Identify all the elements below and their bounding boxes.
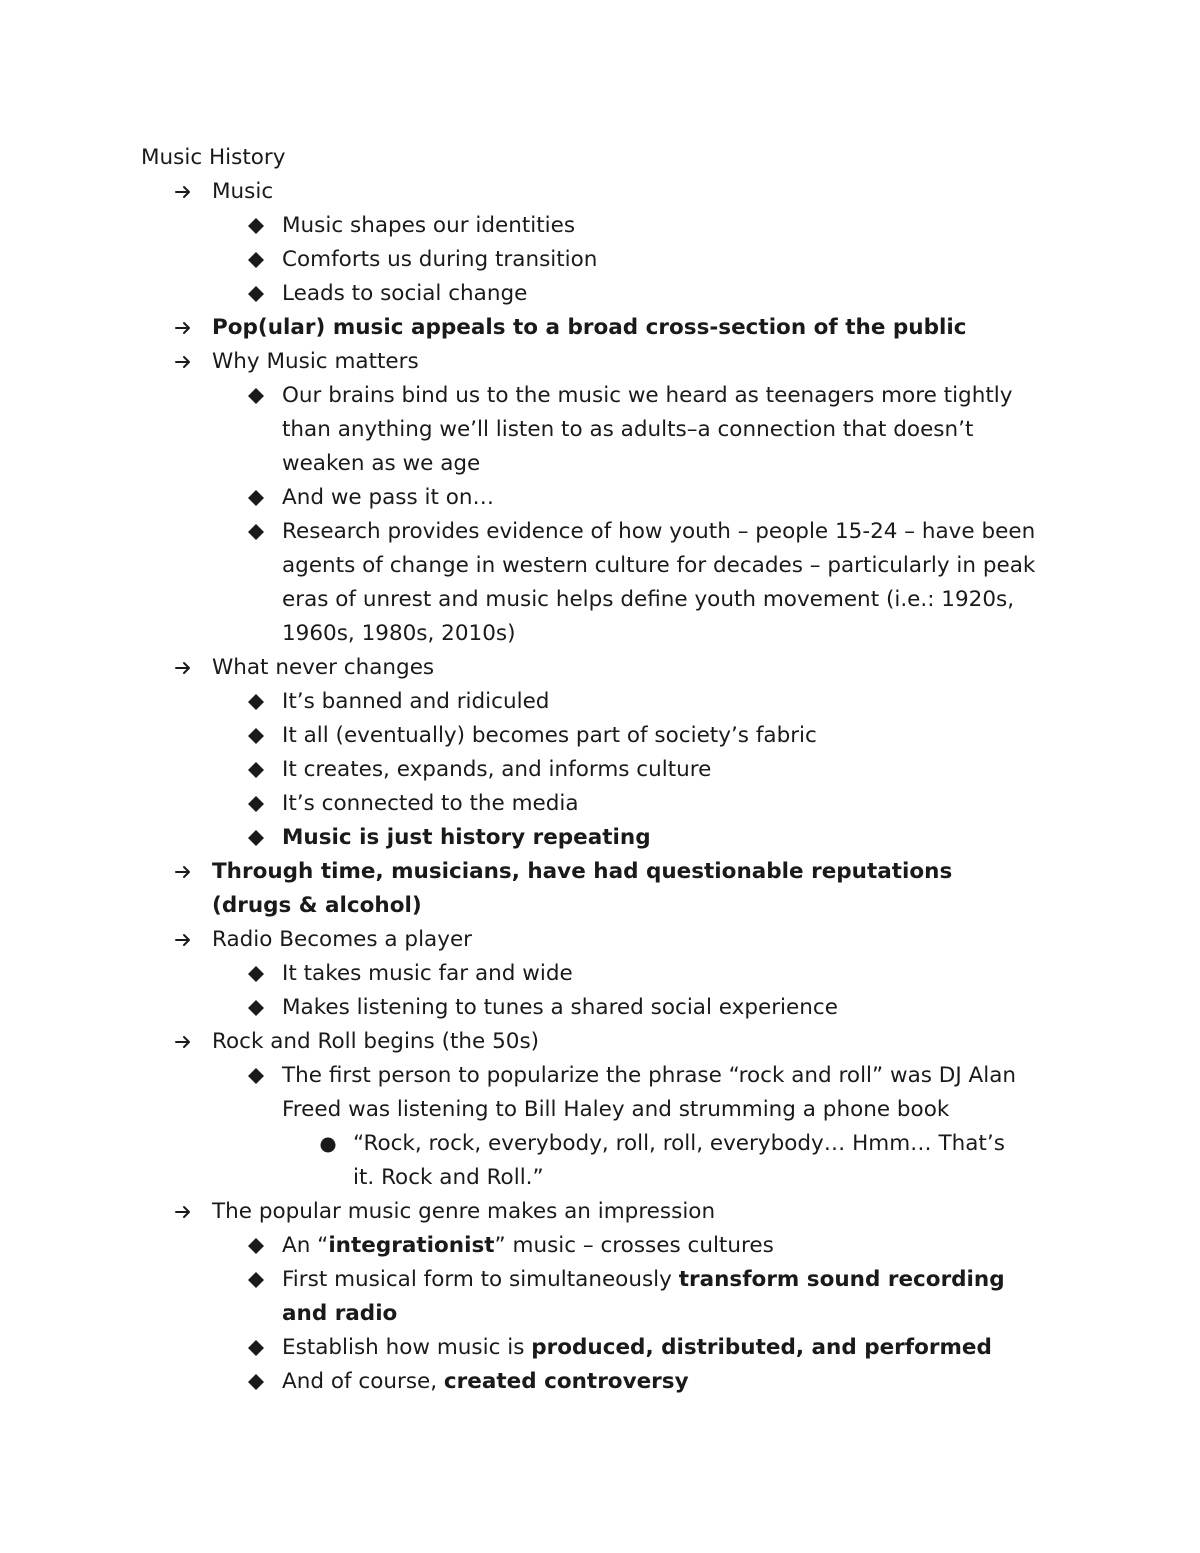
item-text: It all (eventually) becomes part of society’s fabric bbox=[282, 723, 817, 748]
item-text: produced, distributed, and performed bbox=[531, 1335, 992, 1360]
item-text: integrationist bbox=[328, 1233, 495, 1258]
diamond-bullet-icon bbox=[244, 1059, 268, 1093]
outline-item-level-2 bbox=[0, 1331, 1042, 1365]
outline-item-level-2 bbox=[0, 719, 1042, 753]
item-text: And of course, bbox=[282, 1369, 444, 1394]
outline-item-level-2 bbox=[0, 209, 1042, 243]
outline-item-level-2 bbox=[0, 1365, 1042, 1399]
outline-item-level-2 bbox=[0, 379, 1042, 481]
item-text: Research provides evidence of how youth – people 15-24 – have been agents of change in western culture for decades – particularly in peak eras of unrest and music helps define youth movement (i.e.: 1920s, 1960s, 1980s, 2010s) bbox=[282, 519, 1036, 646]
document-title: Music History bbox=[141, 145, 286, 170]
outline-item-level-2 bbox=[0, 1059, 1042, 1127]
outline-item-level-1 bbox=[0, 345, 1022, 379]
item-text: “Rock, rock, everybody, roll, roll, everybody… Hmm… That’s it. Rock and Roll.” bbox=[353, 1131, 1005, 1190]
item-text: First musical form to simultaneously bbox=[282, 1267, 679, 1292]
item-text: Our brains bind us to the music we heard as teenagers more tightly than anything we’ll listen to as adults–a connection that doesn’t weaken as we age bbox=[282, 383, 1013, 476]
item-text: Music shapes our identities bbox=[282, 213, 576, 238]
item-text: Comforts us during transition bbox=[282, 247, 598, 272]
outline-item-level-1 bbox=[0, 1025, 1022, 1059]
item-text: Music bbox=[212, 179, 274, 204]
arrow-bullet-icon bbox=[172, 651, 196, 685]
item-text: Makes listening to tunes a shared social experience bbox=[282, 995, 838, 1020]
arrow-bullet-icon bbox=[172, 345, 196, 379]
item-text: It takes music far and wide bbox=[282, 961, 573, 986]
item-text: ” music – crosses cultures bbox=[494, 1233, 774, 1258]
outline-item-level-1 bbox=[0, 923, 1022, 957]
item-text: It’s banned and ridiculed bbox=[282, 689, 550, 714]
circle-bullet-icon bbox=[318, 1127, 338, 1161]
item-text: It’s connected to the media bbox=[282, 791, 579, 816]
arrow-bullet-icon bbox=[172, 175, 196, 209]
outline-item-level-2 bbox=[0, 515, 1042, 651]
diamond-bullet-icon bbox=[244, 787, 268, 821]
item-text: Through time, musicians, have had questionable reputations (drugs & alcohol) bbox=[212, 859, 953, 918]
diamond-bullet-icon bbox=[244, 685, 268, 719]
diamond-bullet-icon bbox=[244, 243, 268, 277]
item-text: Why Music matters bbox=[212, 349, 419, 374]
arrow-bullet-icon bbox=[172, 1025, 196, 1059]
diamond-bullet-icon bbox=[244, 379, 268, 413]
diamond-bullet-icon bbox=[244, 209, 268, 243]
item-text: It creates, expands, and informs culture bbox=[282, 757, 712, 782]
item-text: Establish how music is bbox=[282, 1335, 532, 1360]
diamond-bullet-icon bbox=[244, 1263, 268, 1297]
outline-item-level-2 bbox=[0, 1263, 1042, 1331]
diamond-bullet-icon bbox=[244, 719, 268, 753]
item-text: The first person to popularize the phrase “rock and roll” was DJ Alan Freed was listening to Bill Haley and strumming a phone book bbox=[282, 1063, 1016, 1122]
arrow-bullet-icon bbox=[172, 1195, 196, 1229]
item-text: Music is just history repeating bbox=[282, 825, 651, 850]
outline-item-level-2 bbox=[0, 243, 1042, 277]
diamond-bullet-icon bbox=[244, 753, 268, 787]
diamond-bullet-icon bbox=[244, 481, 268, 515]
outline-item-level-1 bbox=[0, 651, 1022, 685]
arrow-bullet-icon bbox=[172, 855, 196, 889]
item-text: The popular music genre makes an impression bbox=[212, 1199, 716, 1224]
item-text: An “ bbox=[282, 1233, 329, 1258]
outline-item-level-1 bbox=[0, 311, 1022, 345]
outline-item-level-2 bbox=[0, 277, 1042, 311]
arrow-bullet-icon bbox=[172, 923, 196, 957]
outline-item-level-3 bbox=[0, 1127, 1023, 1195]
item-text: transform sound recording and radio bbox=[282, 1267, 1005, 1326]
item-text: Pop(ular) music appeals to a broad cross-section of the public bbox=[212, 315, 967, 340]
item-text: What never changes bbox=[212, 655, 435, 680]
item-text: Leads to social change bbox=[282, 281, 528, 306]
item-text: And we pass it on… bbox=[282, 485, 495, 510]
diamond-bullet-icon bbox=[244, 1331, 268, 1365]
outline-item-level-1 bbox=[0, 855, 1022, 923]
diamond-bullet-icon bbox=[244, 1229, 268, 1263]
outline-item-level-2 bbox=[0, 481, 1042, 515]
outline-item-level-2 bbox=[0, 685, 1042, 719]
diamond-bullet-icon bbox=[244, 957, 268, 991]
arrow-bullet-icon bbox=[172, 311, 196, 345]
outline-item-level-1 bbox=[0, 175, 1022, 209]
outline-item-level-1 bbox=[0, 1195, 1022, 1229]
diamond-bullet-icon bbox=[244, 821, 268, 855]
outline-item-level-2 bbox=[0, 957, 1042, 991]
outline-list bbox=[0, 175, 1200, 1399]
diamond-bullet-icon bbox=[244, 277, 268, 311]
item-text: Radio Becomes a player bbox=[212, 927, 473, 952]
diamond-bullet-icon bbox=[244, 515, 268, 549]
item-text: Rock and Roll begins (the 50s) bbox=[212, 1029, 540, 1054]
diamond-bullet-icon bbox=[244, 991, 268, 1025]
outline-item-level-2 bbox=[0, 753, 1042, 787]
outline-item-level-2 bbox=[0, 1229, 1042, 1263]
outline-item-level-2 bbox=[0, 821, 1042, 855]
outline-item-level-2 bbox=[0, 991, 1042, 1025]
item-text: created controversy bbox=[443, 1369, 689, 1394]
diamond-bullet-icon bbox=[244, 1365, 268, 1399]
outline-item-level-2 bbox=[0, 787, 1042, 821]
